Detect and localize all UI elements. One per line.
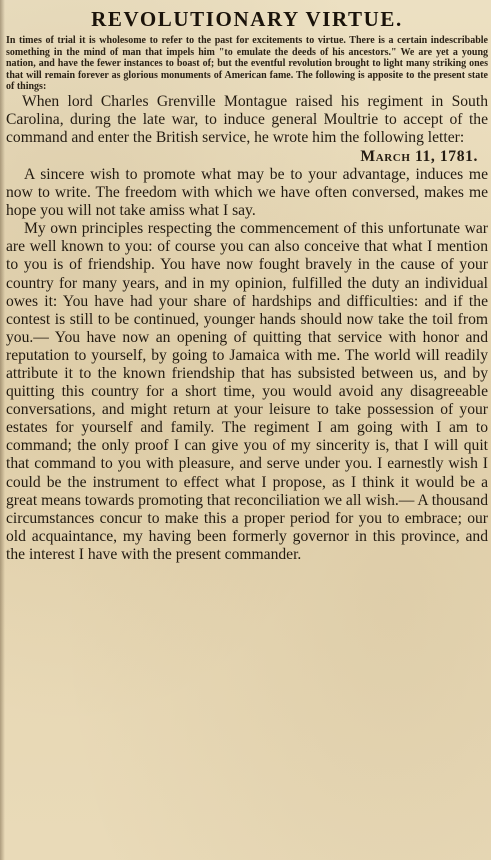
article-column bbox=[6, 6, 488, 564]
article-lead-paragraph: When lord Charles Grenville Montague raised his regiment in South Carolina, during the late war, to induce general Moultrie to accept of the command and enter the British service, he wrote him the following letter: bbox=[6, 92, 488, 146]
letter-dateline: March 11, 1781. bbox=[360, 147, 478, 165]
letter-paragraph: My own principles respecting the commencement of this unfortunate war are well known to you: of course you can also conceive that what I mention to you is of friendship. You have now fought bravely in the cause of your country for many years, and in my opinion, fulfilled the duty an individual owes it: You have had your share of hardships and difficulties: and if the contest is still to be continued, younger hands should now take the toil from you.— You have now an opening of quitting that service with honor and reputation to yourself, by going to Jamaica with me. The world will readily attribute it to the known friendship that has subsisted between us, and by quitting this country for a short time, you would avoid any disagreeable conversations, and might return at your leisure to take possession of your estates for yourself and family. The regiment I am going with I am to command; the only proof I can give you of my sincerity is, that I will quit that command to you with pleasure, and serve under you. I earnestly wish I could be the instrument to effect what I propose, as I think it would be a great means towards promoting that reconciliation we all wish.— A thousand circumstances concur to make this a proper period for you to embrace; our old acquaintance, my having been formerly governor in this province, and the interest I have with the present commander. bbox=[6, 220, 489, 563]
letter-paragraph: A sincere wish to promote what may be to your advantage, induces me now to write. The freedom with which we have often conversed, makes me hope you will not take amiss what I say. bbox=[6, 165, 488, 220]
article-headline: REVOLUTIONARY VIRTUE. bbox=[91, 7, 403, 31]
page-edge-shadow bbox=[0, 0, 5, 860]
article-intro: In times of trial it is wholesome to refer to the past for excitements to virtue. There is a certain indescribable something in the mind of man that impels him "to emulate the deeds of his ancestors." We are yet a young nation, and have the fewer instances to boast of; but the eventful revolution brought to light many striking ones that will remain forever as glorious monuments of American fame. The following is apposite to the present state of things: bbox=[6, 35, 488, 93]
